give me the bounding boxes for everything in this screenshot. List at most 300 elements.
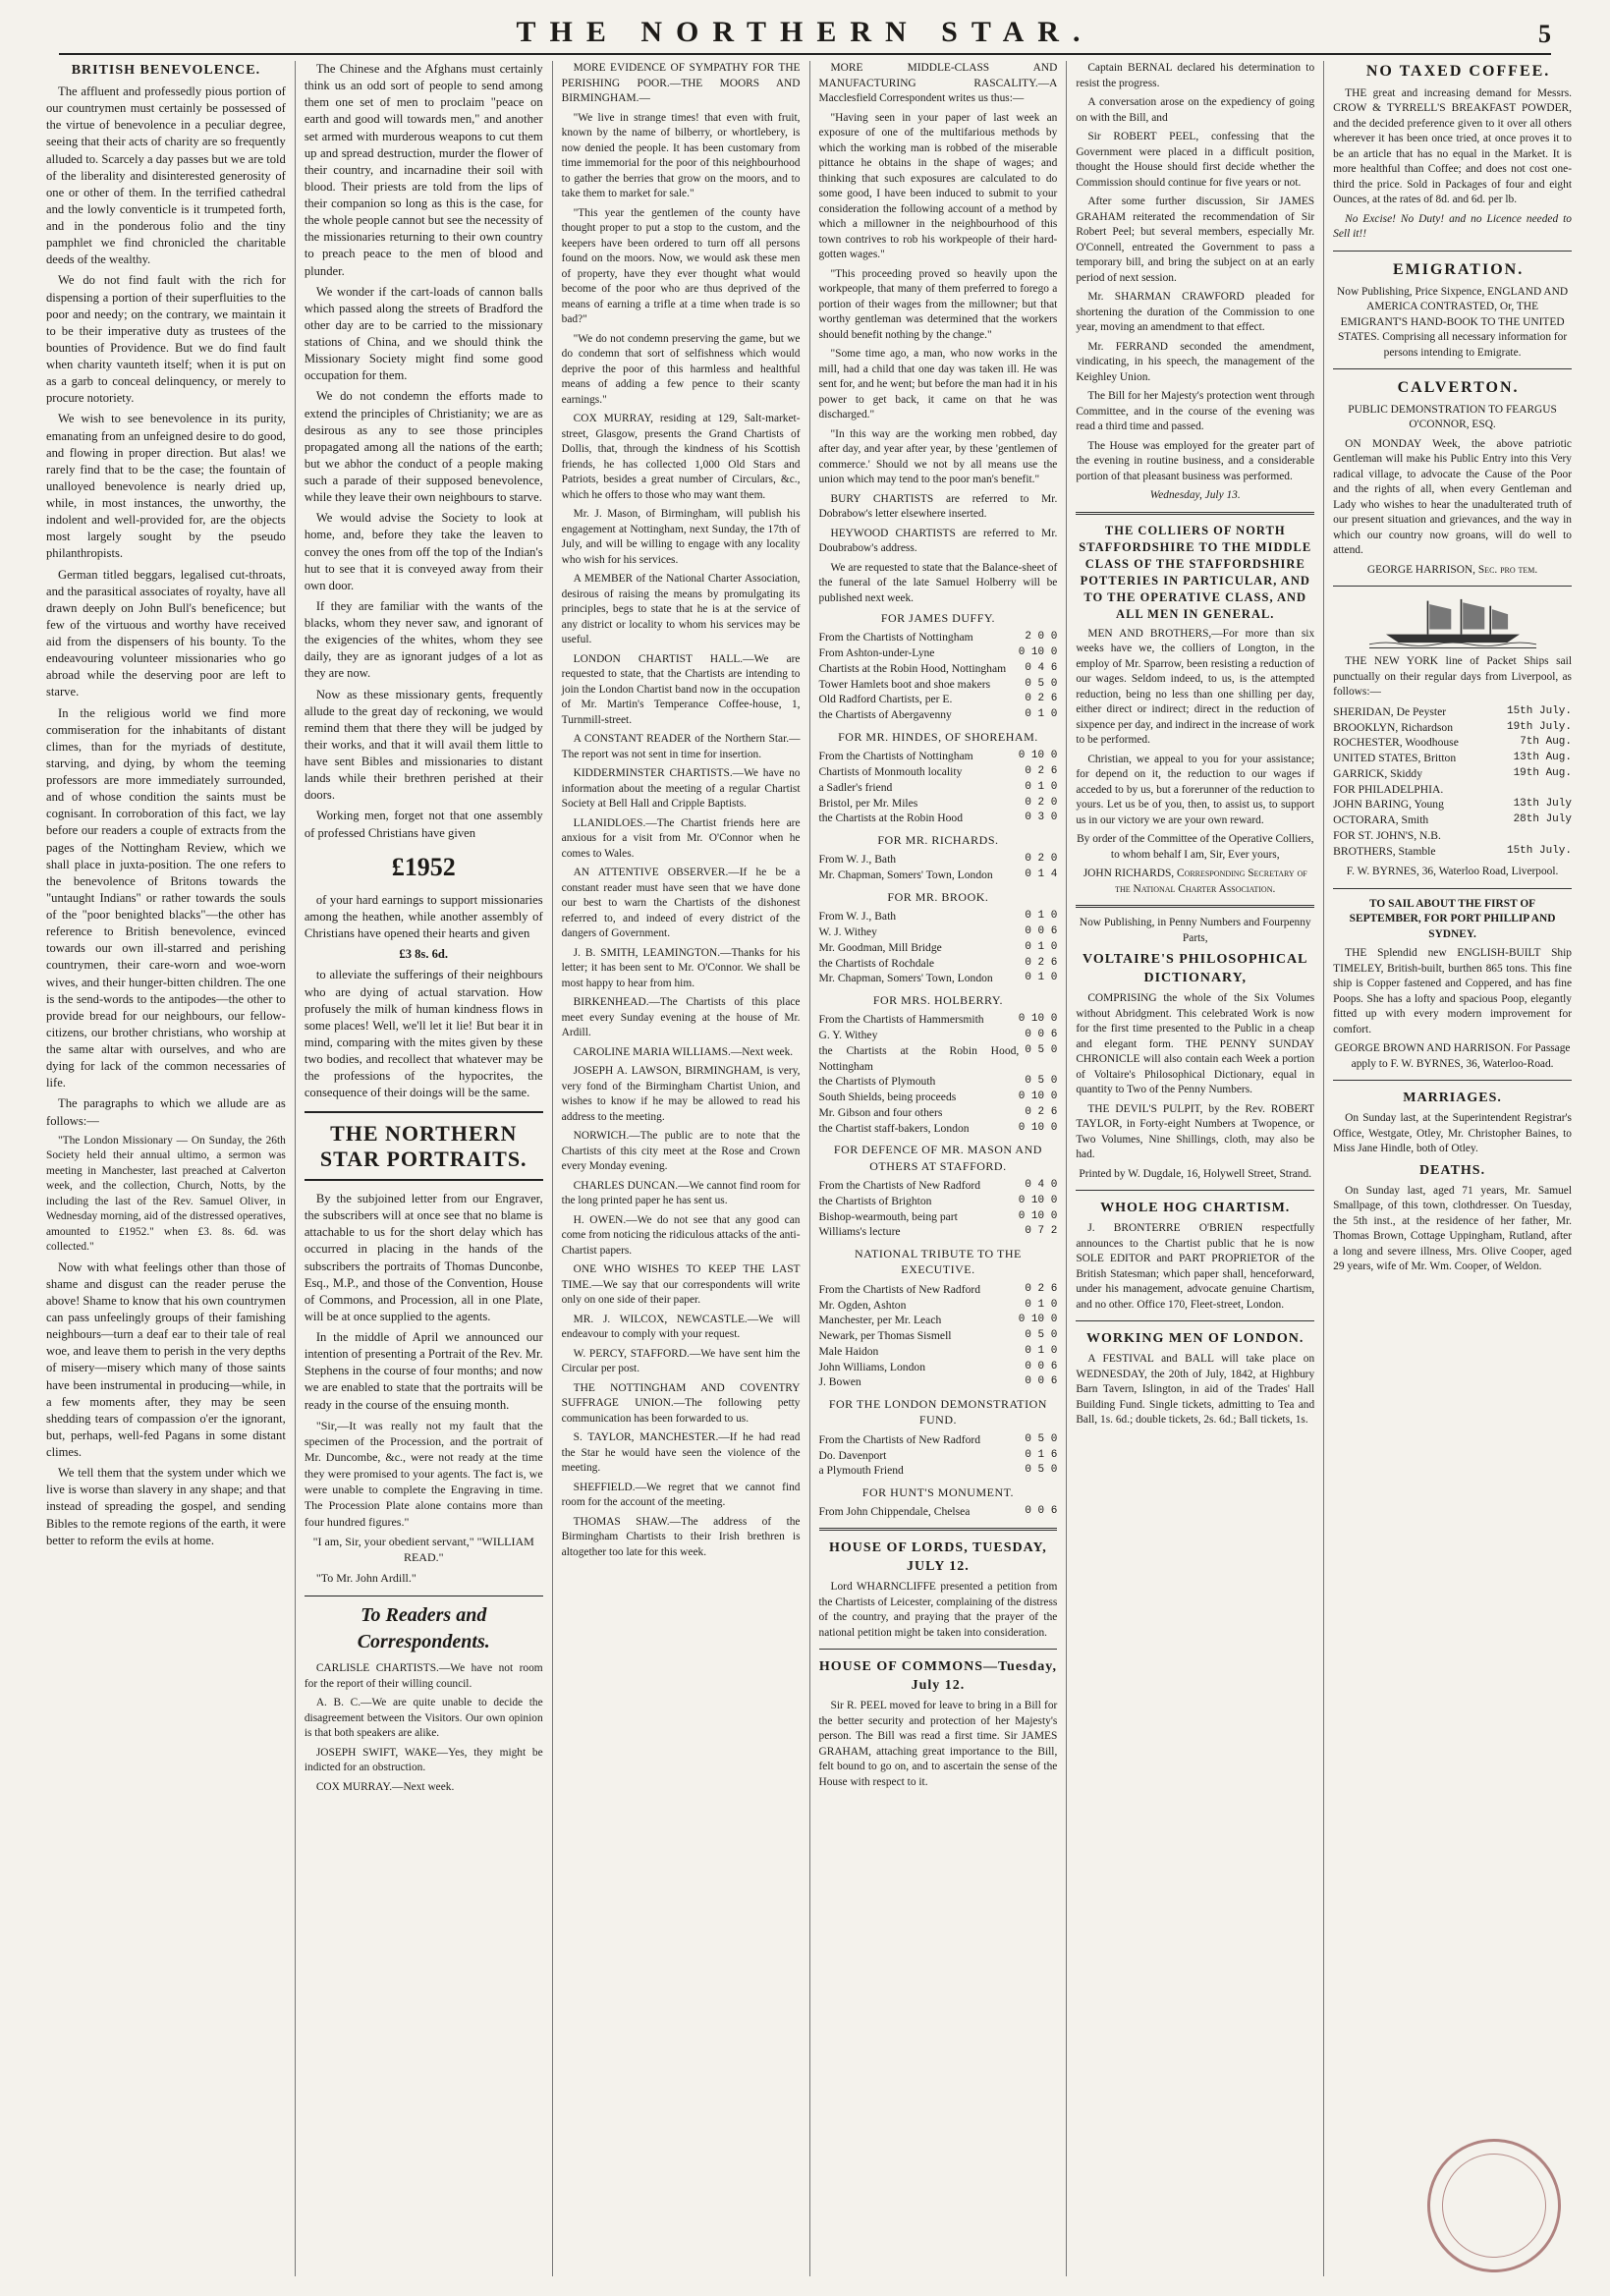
list-item <box>819 780 1058 796</box>
sail-date: 15th July. <box>1506 844 1572 857</box>
correspondent-note: BIRKENHEAD.—The Chartists of this place meet every Sunday evening at the house of Mr. Ardill. <box>561 996 801 1038</box>
subscription-amount: 2 0 0 <box>1025 631 1058 644</box>
divider <box>1076 1190 1314 1191</box>
correspondent-note: CHARLES DUNCAN.—We cannot find room for the long printed paper he has sent us. <box>561 1179 801 1206</box>
subscriber-name: the Chartists of Plymouth <box>818 1075 936 1089</box>
correspondent-note: COX MURRAY, residing at 129, Salt-market-street, Glasgow, presents the Grand Chartists of Dollis, that, through the kindness of his Scottish friends, he has collected 1,000 Old Stars and Patriots, besides a great number of Circulars, &c., which he offers to those who may want them. <box>561 413 801 501</box>
ship-name: OCTORARA, Smith <box>1333 813 1429 827</box>
house-of-commons-heading: HOUSE OF COMMONS—Tuesday, July 12. <box>818 1659 1057 1694</box>
subscriber-name: the Chartist staff-bakers, London <box>818 1121 970 1135</box>
subscriber-name: Chartists of Monmouth locality <box>818 764 963 778</box>
subscriber-name: South Shields, being proceeds <box>818 1091 957 1104</box>
article-paragraph: of your hard earnings to support missionaries among the heathen, while another assembly of Christians have opened their hearts and given <box>304 892 543 941</box>
subscription-amount: 0 10 0 <box>1018 646 1058 659</box>
correspondent-note: J. B. SMITH, LEAMINGTON.—Thanks for his letter; it has been sent to Mr. O'Connor. We shall be most happy to hear from him. <box>561 946 801 989</box>
subscription-heading: FOR MR. RICHARDS. <box>877 833 999 848</box>
subscriber-name: a Plymouth Friend <box>818 1464 904 1478</box>
subscription-amount: 0 0 6 <box>1025 1505 1058 1518</box>
article-paragraph: By the subjoined letter from our Engraver, the subscribers will at once see that no blame is attachable to us for the short delay which has occurred in placing in the hands of the subscribers the portraits of Thomas Dunconbe, Esq., M.P., and those of the Convention, House of Commons, and Procession, all in one Plate, will be at once supplied to the agents. <box>304 1192 543 1323</box>
subscriber-name: From the Chartists of Nottingham <box>818 750 973 763</box>
list-item <box>819 630 1058 645</box>
article-paragraph: Now with what feelings other than those of shame and disgust can the reader peruse the above! Shame to know that his own countrymen can pass unfeelingly groups of their famishing neighbours—turn a deaf ear to their tale of real woe, and leave them to perish in the very depths of misery—misery which many of those saints have been instrumental in producing—while, in a few moments after, they may be seen shedding tears of compassion o'er the ignorant, but, perhaps, well-fed Pagans in some distant climes. <box>46 1260 286 1460</box>
divider <box>1333 251 1572 252</box>
subscription-amount: 0 10 0 <box>1018 750 1058 762</box>
list-item <box>819 909 1058 924</box>
subscriber-name: From the Chartists of New Radford <box>818 1179 981 1193</box>
divider <box>1076 512 1314 515</box>
subscription-amount: 0 1 0 <box>1025 940 1058 953</box>
subscriber-name: From the Chartists of New Radford <box>818 1432 981 1446</box>
subscriber-name: From W. J., Bath <box>818 853 897 867</box>
article-paragraph: Mr. FERRAND seconded the amendment, vindicating, in his speech, the management of the Keighley Union. <box>1076 340 1315 383</box>
correspondent-note: A CONSTANT READER of the Northern Star.—The report was not sent in time for insertion. <box>561 733 801 760</box>
divider <box>1333 586 1572 587</box>
article-paragraph: By order of the Committee of the Operative Colliers, to whom behalf I am, Sir, Ever yours, <box>1077 833 1314 861</box>
correspondent-note: THE NOTTINGHAM AND COVENTRY SUFFRAGE UNION.—The following petty communication has been forwarded to us. <box>561 1381 801 1425</box>
subscriber-name: John Williams, London <box>818 1360 925 1373</box>
subscriber-name: Old Radford Chartists, per E. <box>818 693 953 706</box>
advert-paragraph: THE NEW YORK line of Packet Ships sail punctually on their regular days from Liverpool, as follows:— <box>1333 655 1572 699</box>
correspondent-note: MORE EVIDENCE OF SYMPATHY FOR THE PERISHING POOR.—THE MOORS AND BIRMINGHAM.— <box>561 62 801 104</box>
article-paragraph: Captain BERNAL declared his determination to resist the progress. <box>1076 62 1315 89</box>
subscription-amount: 0 2 0 <box>1025 853 1058 866</box>
correspondent-note: "We do not condemn preserving the game, but we do condemn that sort of selfishness which would deprive the poor of this harmless and healthful means of adding a few pence to their scanty earnings." <box>561 332 801 406</box>
article-paragraph: MEN AND BROTHERS,—For more than six weeks have we, the colliers of Longton, in the employ of Mr. Sparrow, been resisting a reduction of our wages. Seldom indeed, to us, is the attempted reduction, being no less than one shilling per day, either direct or indirect; direct in the reduction of sixpence per day, and indirect in the increase of work to be performed. <box>1076 627 1315 746</box>
subscription-amount: 0 1 0 <box>1025 972 1058 984</box>
correspondent-note: JOSEPH A. LAWSON, BIRMINGHAM, is very, very fond of the Birmingham Chartist Union, and wishes to know if he may be allowed to read his address to the meeting. <box>561 1065 801 1123</box>
ship-item <box>1333 720 1572 736</box>
subscriber-name: Manchester, per Mr. Leach <box>818 1314 942 1327</box>
deaths-heading: DEATHS. <box>1419 1162 1486 1178</box>
advert-paragraph: A FESTIVAL and BALL will take place on WEDNESDAY, the 20th of July, 1842, at Highbury Barn Tavern, Islington, in aid of the Trades' Hall Building Fund. Single tickets, admitting to Tea and Ball, 1s. 6d.; double tickets, 2s. 6d.; Ball tickets, 1s. <box>1076 1353 1315 1427</box>
column-4 <box>809 61 1067 2276</box>
quoted-paragraph: "The London Missionary — On Sunday, the 26th Society held their annual ultimo, a sermon was meeting in Manchester, last preached at Calverton week, and the collection, Church, Notts, by the including the last of the Rev. Samuel Oliver, in Wednesday morning, aid of the distressed operatives, amounted to £1952." when £3. 8s. 6d. was collected." <box>46 1134 286 1254</box>
subscription-heading: FOR HUNT'S MONUMENT. <box>861 1485 1015 1500</box>
subscriber-name: Bristol, per Mr. Miles <box>818 796 918 810</box>
date-line: Wednesday, July 13. <box>1149 489 1241 501</box>
notice-paragraph: On Sunday last, aged 71 years, Mr. Samuel Smallpage, of this town, clothdresser. On Tuesday, the 5th inst., at the residence of her father, Mr. Thomas Brown, Cottage Uppingham, Rutland, after a long and severe illness, Mrs. Olive Cooper, aged 29 years, wife of Mr. Wm. Cooper, of Weldon. <box>1333 1184 1572 1273</box>
article-paragraph: Sir ROBERT PEEL, confessing that the Government were placed in a difficult position, thought the House should first decide whether the Commission should continue for five years or not. <box>1076 131 1315 189</box>
correspondent-note: "We live in strange times! that even with fruit, known by the name of bilberry, or whortlebery, is now denied the people. It has been customary from time immemorial for the poor of this neighbourhood to gather the berries that grow on the moors, and to take them to market for sale." <box>561 111 801 199</box>
correspondent-note: COX MURRAY.—Next week. <box>315 1780 455 1793</box>
column-3 <box>552 61 809 2276</box>
list-item <box>819 796 1058 812</box>
ship-item <box>1333 751 1572 766</box>
article-paragraph: BURY CHARTISTS are referred to Mr. Dobrabow's letter elsewhere inserted. <box>818 492 1058 520</box>
list-item <box>819 1090 1058 1105</box>
subscription-list <box>819 1504 1058 1520</box>
subscription-amount: 0 3 0 <box>1025 812 1058 824</box>
article-paragraph: We do not condemn the efforts made to extend the principles of Christianity; we are as desirous as any to see those principles propagated among all the nations of the earth; but we abhor the conduct of a people making such a parade of their supposed benevolence, while they leave their own neighbours to starve. <box>304 389 543 505</box>
list-item <box>819 749 1058 764</box>
list-item <box>819 1432 1058 1448</box>
correspondent-note: W. PERCY, STAFFORD.—We have sent him the Circular per post. <box>561 1347 801 1374</box>
subscription-list <box>819 749 1058 826</box>
subscription-heading: FOR MRS. HOLBERRY. <box>872 993 1003 1008</box>
subscriber-name: W. J. Withey <box>818 924 877 938</box>
ship-engraving <box>1369 594 1536 648</box>
subscription-amount: 0 2 6 <box>1025 764 1058 777</box>
subscription-amount: 0 10 0 <box>1018 1314 1058 1326</box>
advert-paragraph: Now Publishing, Price Sixpence, ENGLAND AND AMERICA CONTRASTED, Or, THE EMIGRANT'S HAND-BOOK TO THE UNITED STATES. Comprising all necessary information for persons intending to Emigrate. <box>1337 285 1569 359</box>
list-item <box>819 1012 1058 1028</box>
list-item <box>819 1043 1058 1075</box>
list-item <box>819 1105 1058 1121</box>
article-paragraph: The Bill for her Majesty's protection went through Committee, and in the course of the evening was read a third time and passed. <box>1076 390 1315 432</box>
correspondent-note: MR. J. WILCOX, NEWCASTLE.—We will endeavour to comply with your request. <box>561 1313 801 1340</box>
list-item <box>819 707 1058 723</box>
subscriber-name: From W. J., Bath <box>818 910 897 924</box>
subscriber-name: Newark, per Thomas Sismell <box>818 1329 952 1343</box>
subscriber-name: Mr. Gibson and four others <box>818 1105 943 1119</box>
subscription-amount: 0 2 0 <box>1025 796 1058 809</box>
list-item <box>819 811 1058 826</box>
ship-item <box>1333 828 1572 844</box>
subscriber-name: Mr. Chapman, Somers' Town, London <box>818 972 993 985</box>
subscription-amount: 0 1 0 <box>1025 1298 1058 1311</box>
subscription-list <box>819 1432 1058 1479</box>
ship-item <box>1333 704 1572 720</box>
subscription-heading: FOR THE LONDON DEMONSTRATION FUND. <box>828 1397 1047 1428</box>
subscriber-name: J. Bowen <box>818 1375 861 1389</box>
list-item <box>819 1344 1058 1360</box>
article-paragraph: Christian, we appeal to you for your assistance; for depend on it, the reduction to our wages if acceded to by us, but a forerunner of the reduction to yours. Let us be of you, then, to assist us, to support us in our victory we are your own reward. <box>1076 753 1315 826</box>
list-item <box>819 1448 1058 1464</box>
advert-paragraph: ON MONDAY Week, the above patriotic Gentleman will make his Public Entry into this Very radical village, to advocate the Cause of the Poor and the rights of all, when every Gentleman and Lady who wishes to hear the unadulterated truth of our present situation and grievances, and the way in which our country now groans, will do well to attend. <box>1333 437 1572 557</box>
correspondent-note: ONE WHO WISHES TO KEEP THE LAST TIME.—We say that our correspondents will write only on one side of their paper. <box>561 1263 801 1306</box>
column-2 <box>295 61 552 2276</box>
emigration-heading: EMIGRATION. <box>1392 260 1525 278</box>
subscriber-name: Mr. Goodman, Mill Bridge <box>818 940 942 954</box>
voltaire-heading: VOLTAIRE'S PHILOSOPHICAL DICTIONARY, <box>1082 952 1308 986</box>
subscription-amount: 0 2 6 <box>1025 956 1058 969</box>
subscriber-name: Williams's lecture <box>818 1225 901 1239</box>
list-item <box>819 868 1058 883</box>
sail-date: 28th July <box>1513 813 1572 826</box>
ship-name: GARRICK, Skiddy <box>1333 766 1422 780</box>
page-number: 5 <box>1538 20 1551 48</box>
divider <box>1333 368 1572 369</box>
amount-1952: £1952 <box>391 852 456 881</box>
correspondents-heading: To Readers and Correspondents. <box>305 1596 543 1655</box>
article-paragraph: The paragraphs to which we allude are as follows:— <box>46 1096 286 1128</box>
list-item <box>819 1194 1058 1209</box>
subscription-amount: 0 4 6 <box>1025 661 1058 674</box>
article-paragraph: MORE MIDDLE-CLASS AND MANUFACTURING RASCALITY.—A Macclesfield Correspondent writes us thus:— <box>818 62 1058 104</box>
marriages-heading: MARRIAGES. <box>1403 1091 1502 1106</box>
subscription-amount: 0 5 0 <box>1025 677 1058 690</box>
subscription-amount: 0 5 0 <box>1025 1464 1058 1477</box>
subscriber-name: From the Chartists of Nottingham <box>818 631 973 644</box>
subscription-amount: 0 10 0 <box>1018 1013 1058 1026</box>
advert-paragraph: THE Splendid new ENGLISH-BUILT Ship TIMELEY, British-built, burthen 865 tons. This fine ship is Copper fastened and Coppered, and has fine Poops. She has a lofty and spacious Poop, elegantly fitted up with every modern improvement for comfort. <box>1333 947 1572 1036</box>
subscription-amount: 0 2 6 <box>1025 1105 1058 1118</box>
house-of-lords-heading: HOUSE OF LORDS, TUESDAY, JULY 12. <box>829 1540 1047 1575</box>
subscription-amount: 0 1 4 <box>1025 868 1058 881</box>
advert-note: No Excise! No Duty! and no Licence needed to Sell it!! <box>1333 212 1572 241</box>
article-paragraph: Working men, forget not that one assembly of professed Christians have given <box>304 809 543 840</box>
list-item <box>819 677 1058 693</box>
subscriber-name: From John Chippendale, Chelsea <box>818 1505 971 1519</box>
subscriber-name: Do. Davenport <box>818 1448 887 1462</box>
divider <box>819 1528 1058 1531</box>
subscription-amount: 0 5 0 <box>1025 1329 1058 1342</box>
subscription-amount: 0 1 6 <box>1025 1448 1058 1461</box>
correspondent-note: AN ATTENTIVE OBSERVER.—If he be a constant reader must have seen that we have done our best to warn the Chartists of the dishonest referred to, and indeed of every district of the dangers of Government. <box>561 867 801 939</box>
subscriber-name: the Chartists of Brighton <box>818 1194 932 1207</box>
subscription-list <box>819 1012 1058 1136</box>
subscriber-name: From Ashton-under-Lyne <box>818 646 935 660</box>
subscription-amount: 0 10 0 <box>1018 1194 1058 1206</box>
article-paragraph: After some further discussion, Sir JAMES GRAHAM reiterated the recommendation of Sir Robert Peel; but several members, especially Mr. O'Connell, entreated the Government to pass a temporary bill, and bring the subject on at an early period of next session. <box>1076 196 1315 284</box>
list-item <box>819 1224 1058 1240</box>
subscriber-name: From the Chartists of Hammersmith <box>818 1013 984 1027</box>
correspondent-note: KIDDERMINSTER CHARTISTS.—We have no information about the meeting of a regular Chartist Society at Bell Hall and Cripple Baptists. <box>561 767 801 810</box>
subscription-amount: 0 1 0 <box>1025 1344 1058 1357</box>
list-item <box>819 852 1058 868</box>
subscriber-name: Chartists at the Robin Hood, Nottingham <box>818 661 1007 675</box>
correspondent-note: SHEFFIELD.—We regret that we cannot find room for the account of the meeting. <box>561 1481 801 1508</box>
article-paragraph: In the middle of April we announced our intention of presenting a Portrait of the Rev. Mr. Stephens in the course of four months; and now we are enabled to state that the portraits will be ready in the course of the ensuing month. <box>304 1330 543 1412</box>
subscription-list <box>819 1282 1058 1390</box>
subscription-list <box>819 1178 1058 1240</box>
article-paragraph: Now as these missionary gents, frequently allude to the great day of reckoning, we would remind them that there they will be judged by their works, and that it will avail them little to have sent Bibles and missionaries to distant lands while their brethren perished at their doors. <box>304 687 543 803</box>
divider <box>1076 1320 1314 1321</box>
subscription-amount: 0 0 6 <box>1025 924 1058 937</box>
article-paragraph: to alleviate the sufferings of their neighbours who are dying of actual starvation. How profusely the milk of human kindness flows in some places! Well, we'll let it lie! But bear it in mind, comparing with the mites given by these two bodies, and recollect that whatever may be the professions of the hypocrites, the consequence of their doings will be the same. <box>304 968 543 1100</box>
subscription-amount: 0 2 6 <box>1025 693 1058 705</box>
voltaire-preline: Now Publishing, in Penny Numbers and Fourpenny Parts, <box>1079 917 1311 944</box>
column-1 <box>37 61 295 2276</box>
sail-date: 19th July. <box>1506 720 1572 733</box>
subscription-heading: FOR DEFENCE OF MR. MASON AND OTHERS AT STAFFORD. <box>833 1143 1042 1173</box>
subscription-amount: 0 0 6 <box>1025 1360 1058 1372</box>
article-paragraph: If they are familiar with the wants of the blacks, whom they never saw, and ignorant of the exigencies of the whites, whom they see daily, they are as ignorant judges of a lot as they are now. <box>304 598 543 681</box>
letter-signature: "I am, Sir, your obedient servant," "WILLIAM READ." <box>312 1534 534 1565</box>
list-item <box>819 1328 1058 1344</box>
article-paragraph: We are requested to state that the Balance-sheet of the funeral of the late Samuel Holberry will be published next week. <box>818 561 1058 604</box>
newspaper-title: THE NORTHERN STAR. <box>516 16 1094 48</box>
correspondent-note: LONDON CHARTIST HALL.—We are requested to state, that the Chartists are intending to join the London Chartist band now in the occupation of Mr. Martin's Temperance Coffee-house, 1, Turnmill-street. <box>561 652 801 726</box>
subscription-heading: FOR MR. BROOK. <box>887 889 989 904</box>
ship-item <box>1333 782 1572 798</box>
correspondent-note: THOMAS SHAW.—The address of the Birmingham Chartists to their Irish brethren is altogether too late for this week. <box>561 1515 801 1558</box>
ship-name: SHERIDAN, De Peyster <box>1333 704 1447 718</box>
subscription-amount: 0 5 0 <box>1025 1075 1058 1088</box>
subscriber-name: Bishop-wearmouth, being part <box>818 1209 958 1223</box>
ships-list <box>1333 704 1572 860</box>
list-item <box>819 1313 1058 1328</box>
chartism-heading: WHOLE HOG CHARTISM. <box>1100 1201 1291 1216</box>
list-item <box>819 764 1058 780</box>
subscription-amount: 0 2 6 <box>1025 1282 1058 1295</box>
ship-item <box>1333 797 1572 812</box>
sail-date: 13th July <box>1513 798 1572 811</box>
list-item <box>819 1282 1058 1298</box>
columns <box>37 61 1581 2276</box>
subscriber-name: Male Haidon <box>818 1344 879 1358</box>
sail-date: 19th Aug. <box>1513 766 1572 779</box>
calverton-subheading: PUBLIC DEMONSTRATION TO FEARGUS O'CONNOR, ESQ. <box>1348 403 1557 431</box>
correspondent-note: Mr. J. Mason, of Birmingham, will publish his engagement at Nottingham, next Sunday, the 17th of July, and will be willing to engage with any locality who wish for his services. <box>561 508 801 566</box>
subscriber-name: Mr. Ogden, Ashton <box>818 1298 907 1312</box>
article-paragraph: We tell them that the system under which we live is worse than slavery in any shape; and that instead of spreading the gospel, and sending Bibles to the remote regions of the earth, it were better to reform the evils at home. <box>46 1466 286 1547</box>
subscriber-name: the Chartists of Abergavenny <box>818 708 952 722</box>
column-6 <box>1323 61 1581 2276</box>
ship-name: BROTHERS, Stamble <box>1333 844 1436 858</box>
correspondent-note: A. B. C.—We are quite unable to decide the disagreement between the Visitors. Our own opinion is that both speakers are alike. <box>304 1697 543 1740</box>
ship-icon <box>1369 594 1536 647</box>
article-paragraph: "Some time ago, a man, who now works in the mill, had a child that one day was taken ill. He was sent for, and he went; but before the man had it in his power to get back, it came on that he was discharged." <box>818 348 1058 420</box>
subscription-amount: 0 1 0 <box>1025 708 1058 721</box>
subscription-amount: 0 10 0 <box>1018 1091 1058 1103</box>
ship-name: UNITED STATES, Britton <box>1333 752 1457 765</box>
list-item <box>819 692 1058 707</box>
signature: F. W. BYRNES, 36, Waterloo Road, Liverpool. <box>1346 866 1559 878</box>
list-item <box>819 661 1058 677</box>
signature: GEORGE BROWN AND HARRISON. For Passage apply to F. W. BYRNES, 36, Waterloo-Road. <box>1334 1042 1571 1070</box>
subscriber-name: Tower Hamlets boot and shoe makers <box>818 677 991 691</box>
subscriber-name: From the Chartists of New Radford <box>818 1282 981 1296</box>
divider <box>819 1649 1058 1650</box>
article-paragraph: Lord WHARNCLIFFE presented a petition from the Chartists of Leicester, complaining of the distress of the country, and praying that the prayer of the national petition might be taken into consideration. <box>818 1581 1058 1639</box>
subscriber-name: the Chartists at the Robin Hood, Nottingham <box>818 1043 1020 1073</box>
article-paragraph: In the religious world we find more commiseration for the inhabitants of distant climes, than for the myriads of destitute, starving, and dying, by whom the teeming professors are more immediately surrounded, and of whose condition the saints must be cognisant. In corroboration of this fact, we lay before our readers a couple of extracts from the pages of the Nottingham Review, which we shall place in juxta-position. The one refers to the benevolence of Britons towards the "untaught Indians" or rather towards the souls of the "poor benighted blacks"—the other has reference to British benevolence, evinced towards our own ill-starred and perishing countrymen, their care-worn and woe-worn wives, and their hunger-bitten children. The one is the send-words to the antipodes—the other to provide bread for our neighbours, our fellow-citizens, our brother christians, who worship at the same altar with ourselves, and who are dying for lack of the common necessaries of life. <box>46 705 286 1091</box>
subscription-heading: NATIONAL TRIBUTE TO THE EXECUTIVE. <box>855 1247 1022 1277</box>
list-item <box>819 956 1058 972</box>
list-item <box>819 971 1058 986</box>
ship-name: FOR PHILADELPHIA. <box>1333 782 1444 796</box>
letter-paragraph: "Sir,—It was really not my fault that the specimen of the Procession, and the portrait of Mr. Duncombe, &c., were not ready at the time they were promised to your agents. The fact is, we were unable to complete the Engraving in time. The Procession Plate alone contains more than four hundred figures." <box>304 1418 543 1529</box>
list-item <box>819 645 1058 661</box>
subscription-amount: 0 10 0 <box>1018 1121 1058 1134</box>
subscription-amount: 0 5 0 <box>1025 1043 1058 1056</box>
ship-item <box>1333 844 1572 860</box>
correspondent-note: JOSEPH SWIFT, WAKE—Yes, they might be indicted for an obstruction. <box>304 1746 543 1774</box>
correspondent-note: NORWICH.—The public are to note that the Chartists of this city meet at the Rose and Crown every Monday evening. <box>561 1130 801 1172</box>
list-item <box>819 1121 1058 1137</box>
article-paragraph: "In this way are the working men robbed, day after day, and year after year, by these 'gentlemen of commerce.' Should we not by all means use the union which may tend to the poor man's benefit." <box>818 427 1058 485</box>
subscription-amount: 0 0 6 <box>1025 1375 1058 1388</box>
subscription-amount: 0 4 0 <box>1025 1179 1058 1192</box>
article-paragraph: We do not find fault with the rich for dispensing a portion of their superfluities to the poor and needy; on the contrary, we maintain it to be their imperative duty as trustees of the bounties of Providence. But we do find fault when charity vaunteth itself; when it is put on as a garb to conceal delinquency, or merely to procure notoriety. <box>46 273 286 406</box>
article-paragraph: HEYWOOD CHARTISTS are referred to Mr. Doubrabow's address. <box>818 527 1058 554</box>
printer-line: Printed by W. Dugdale, 16, Holywell Street, Strand. <box>1079 1167 1312 1180</box>
sail-date: 7th Aug. <box>1520 736 1572 749</box>
article-paragraph: "Having seen in your paper of last week an exposure of one of the multifarious methods by which the working man is robbed of the miserable pittance he obtains in the shape of wages; and thinking that such exposures are calculated to do some good, I have been induced to submit to your consideration the following account of a method by which a millowner in the neighbourhood of this town contrives to rob his workpeople of their hard-gotten wages." <box>818 111 1058 260</box>
advert-paragraph: COMPRISING the whole of the Six Volumes without Abridgment. This celebrated Work is now for the first time presented to the Public in a cheap and elegant form. THE PENNY SUNDAY CHRONICLE will also contain each Week a portion of Voltaire's Philosophical Dictionary, equal in quantity to Two of the Penny Numbers. <box>1076 992 1315 1096</box>
article-paragraph: Mr. SHARMAN CRAWFORD pleaded for shortening the duration of the Commission to one year, moving an amendment to that effect. <box>1076 291 1315 333</box>
subscription-amount: 0 7 2 <box>1025 1225 1058 1238</box>
divider <box>1333 888 1572 889</box>
working-men-heading: WORKING MEN OF LONDON. <box>1086 1331 1305 1347</box>
sail-date: 13th Aug. <box>1513 752 1572 764</box>
correspondent-note: CARLISLE CHARTISTS.—We have not room for the report of their willing council. <box>304 1662 543 1690</box>
correspondent-note: "This year the gentlemen of the county have thought proper to put a stop to the custom, and the keepers have been ordered to turn off all persons found on the moors. Now, we would ask these men of property, have they ever thought what would become of the poor who are thus deprived of the means of earning a trifle at a time when trade is so bad?" <box>561 206 801 325</box>
article-paragraph: "This proceeding proved so heavily upon the workpeople, that many of them preferred to forego a portion of their wages from the millowner; but that worthy gentleman was determined that the workers should benefit nothing by the change." <box>818 267 1058 341</box>
calverton-heading: CALVERTON. <box>1397 379 1520 396</box>
divider <box>1076 905 1314 908</box>
article-paragraph: Sir R. PEEL moved for leave to bring in a Bill for the better security and protection of her Majesty's person. The Bill was read a first time. Sir JAMES GRAHAM, attaching great importance to the Bill, felt bound to go on, and to ascertain the sense of the House with respect to it. <box>818 1700 1058 1788</box>
subscriber-name: the Chartists of Rochdale <box>818 956 935 970</box>
list-item <box>819 1504 1058 1520</box>
ship-name: BROOKLYN, Richardson <box>1333 720 1454 734</box>
article-paragraph: We wish to see benevolence in its purity, emanating from an unfeigned desire to do good, and flowing in proper direction. But alas! we rarely find that to be the case; the fountain of unalloyed benevolence is nearly dried up, while, in most instances, the unworthy, the indolent and well-provided for, are the objects most largely sought by the pseudo philanthropists. <box>46 412 286 561</box>
sydney-heading: TO SAIL ABOUT THE FIRST OF SEPTEMBER, FOR PORT PHILLIP AND SYDNEY. <box>1349 897 1556 940</box>
list-item <box>819 1178 1058 1194</box>
correspondent-note: LLANIDLOES.—The Chartist friends here are anxious for a visit from Mr. O'Connor when he comes to Wales. <box>561 816 801 860</box>
divider <box>1333 1080 1572 1081</box>
notice-paragraph: On Sunday last, at the Superintendent Registrar's Office, Westgate, Otley, Mr. Christopher Baines, to Miss Jane Hindle, both of Otley. <box>1333 1112 1572 1155</box>
article-paragraph: The Chinese and the Afghans must certainly think us an odd sort of people to send among them one set of men to proclaim "peace on earth and good will towards men," and another set armed with murderous weapons to cut them up and spread destruction, murder the flower of their country, and incarnadine their soil with blood. Their priests are told from the lips of their companion so long as this is the case, for the whole people cannot but see the necessity of the missionaries returning to their own country to preach peace to the men of blood and plunder. <box>304 62 543 278</box>
subscription-amount: 0 5 0 <box>1025 1432 1058 1445</box>
subscription-list <box>819 630 1058 723</box>
ship-name: FOR ST. JOHN'S, N.B. <box>1333 828 1441 842</box>
list-item <box>819 1074 1058 1090</box>
signature: GEORGE HARRISON, Sec. pro tem. <box>1366 563 1538 576</box>
masthead <box>59 8 1551 55</box>
ship-item <box>1333 812 1572 828</box>
subscription-amount: 0 1 0 <box>1025 780 1058 793</box>
coffee-heading: NO TAXED COFFEE. <box>1365 63 1551 80</box>
colliers-heading: THE COLLIERS OF NORTH STAFFORDSHIRE TO THE MIDDLE CLASS OF THE STAFFORDSHIRE POTTERIES IN PARTICULAR, AND TO THE OPERATIVE CLASS, AND ALL MEN IN GENERAL. <box>1079 523 1312 621</box>
article-paragraph: A conversation arose on the expediency of going on with the Bill, and <box>1076 96 1315 124</box>
letter-address: "To Mr. John Ardill." <box>315 1570 416 1585</box>
subscription-lists <box>819 610 1058 1520</box>
amount-small: £3 8s. 6d. <box>399 947 449 962</box>
advert-paragraph: THE great and increasing demand for Messrs. CROW & TYRRELL'S BREAKFAST POWDER, and the decided preference given to it over all others wherever it has been once tried, at once proves it to be an article that has no equal in the Market. It is more healthful than Coffee; and does not cost one-third the price. Sold in Packages of four and eight Ounces, at the rates of 8d. and 6d. per lb. <box>1333 86 1572 206</box>
list-item <box>819 1463 1058 1479</box>
list-item <box>819 1374 1058 1390</box>
subscription-amount: 0 0 6 <box>1025 1029 1058 1041</box>
ship-item <box>1333 735 1572 751</box>
column-5 <box>1066 61 1323 2276</box>
article-paragraph: The affluent and professedly pious portion of our countrymen must certainly be possessed of the virtue of benevolence in a peculiar degree, seeing that their acts of charity are so frequently alluded to. Scarcely a day passes but we are told of the liberality and disinterested generosity of one or other of them. In the terrified cathedral and the lowly conventicle is it trumpeted forth, and in the ponderous folio and the tiny pamphlet we find chronicled the charitable deeds of the wealthy. <box>46 84 286 267</box>
sail-date: 15th July. <box>1506 704 1572 717</box>
correspondent-note: A MEMBER of the National Charter Association, desirous of raising the means by promulgating its principles, begs to state that he is at the service of any district or locality to whom his services may be useful. <box>561 573 801 645</box>
article-paragraph: German titled beggars, legalised cut-throats, and the parasitical associates of royalty, have all drawn deeply on John Bull's beneficence; but few of the virtuous and worthy have received aid from the dispensers of his bounty. To the endeavouring volunteer missionaries who go abroad while the deserving poor are left to starve. <box>46 567 286 700</box>
subscription-heading: FOR MR. HINDES, OF SHOREHAM. <box>838 729 1038 744</box>
correspondent-note: CAROLINE MARIA WILLIAMS.—Next week. <box>573 1045 794 1058</box>
article-paragraph: The House was employed for the greater part of the evening in routine business, and a considerable portion of that pleasant business was performed. <box>1076 439 1315 482</box>
advert-paragraph: THE DEVIL'S PULPIT, by the Rev. ROBERT TAYLOR, in Forty-eight Numbers at Twopence, or Two Volumes, Nine Shillings, cloth, may also be had. <box>1076 1102 1315 1161</box>
portraits-heading: THE NORTHERN STAR PORTRAITS. <box>305 1111 543 1181</box>
subscription-list <box>819 909 1058 986</box>
article-paragraph: We wonder if the cart-loads of cannon balls which passed along the streets of Bradford the other day are to be carried to the missionary stations of China, and we should think the Missionary Society might find some good occupation for them. <box>304 284 543 383</box>
list-item <box>819 940 1058 956</box>
subscription-list <box>819 852 1058 883</box>
subscriber-name: a Sadler's friend <box>818 780 893 794</box>
correspondent-note: H. OWEN.—We do not see that any good can come from noticing the ridiculous attacks of the anti-Chartist papers. <box>561 1213 801 1257</box>
ship-name: ROCHESTER, Woodhouse <box>1333 736 1459 750</box>
signature: JOHN RICHARDS, Corresponding Secretary of the National Charter Association. <box>1083 868 1307 895</box>
article-paragraph: We would advise the Society to look at home, and, before they take the leaven to convey the ones from off the top of the Indian's hut to see that it is conveyed away from their own door. <box>304 511 543 592</box>
list-item <box>819 1028 1058 1043</box>
list-item <box>819 1360 1058 1375</box>
subscription-amount: 0 10 0 <box>1018 1209 1058 1222</box>
british-benevolence-heading: BRITISH BENEVOLENCE. <box>71 63 261 78</box>
list-item <box>819 1298 1058 1314</box>
ship-name: JOHN BARING, Young <box>1333 798 1444 812</box>
subscription-amount: 0 1 0 <box>1025 910 1058 923</box>
advert-paragraph: J. BRONTERRE O'BRIEN respectfully announces to the Chartist public that he is now SOLE EDITOR and PART PROPRIETOR of the British Statesman; which paper shall, henceforward, under his management, advocate genuine Chartism, and no other. Office 170, Fleet-street, London. <box>1076 1222 1315 1311</box>
list-item <box>819 924 1058 940</box>
correspondent-note: S. TAYLOR, MANCHESTER.—If he had read the Star he would have seen the violence of the meeting. <box>561 1431 801 1474</box>
list-item <box>819 1209 1058 1225</box>
ship-item <box>1333 766 1572 782</box>
subscriber-name: the Chartists at the Robin Hood <box>818 812 964 825</box>
subscriber-name: Mr. Chapman, Somers' Town, London <box>818 868 993 882</box>
